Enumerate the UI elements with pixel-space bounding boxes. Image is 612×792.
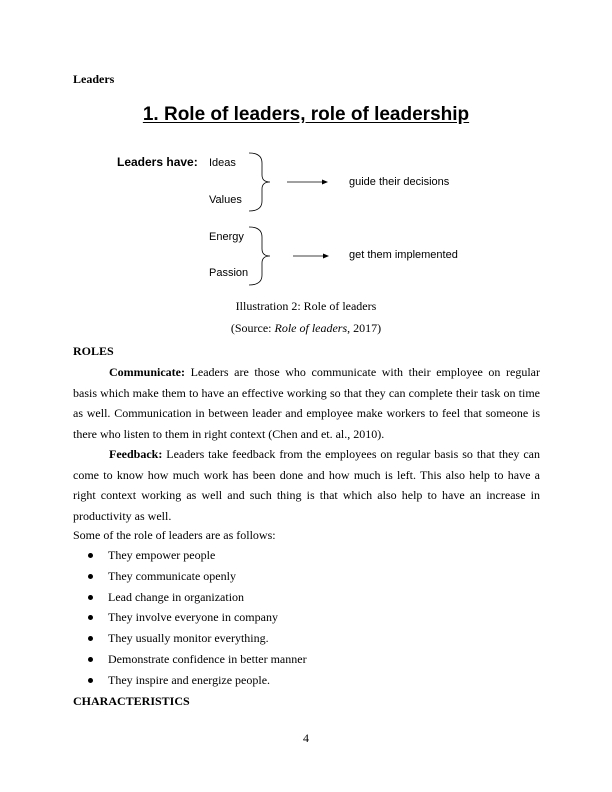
source-title: Role of leaders <box>274 321 348 335</box>
arrowhead-group2 <box>323 254 329 259</box>
bullet-icon <box>88 595 93 600</box>
diagram-result-implemented: get them implemented <box>349 249 458 261</box>
diagram-result-decisions: guide their decisions <box>349 176 450 188</box>
roles-list <box>73 545 307 691</box>
brace-group2 <box>249 227 270 285</box>
diagram-item-ideas: Ideas <box>209 157 236 169</box>
list-item <box>73 545 307 566</box>
list-item <box>73 670 307 691</box>
source-suffix: , 2017) <box>347 321 382 335</box>
page-number: 4 <box>303 731 309 745</box>
bullet-icon <box>88 574 93 579</box>
diagram-item-energy: Energy <box>209 231 244 243</box>
list-item-text: They communicate openly <box>108 568 236 583</box>
paragraph-lead: Communicate: <box>109 365 185 379</box>
bullet-icon <box>88 678 93 683</box>
bullet-icon <box>88 615 93 620</box>
figure-title: 1. Role of leaders, role of leadership <box>142 104 470 125</box>
list-item-text: Lead change in organization <box>108 589 245 604</box>
bullet-icon <box>88 657 93 662</box>
bullet-icon <box>88 636 93 641</box>
brace-group1 <box>249 153 270 211</box>
list-item-text: They usually monitor everything. <box>108 631 269 646</box>
diagram-item-passion: Passion <box>209 267 249 279</box>
list-item <box>73 566 307 587</box>
list-item-text: Demonstrate confidence in better manner <box>108 651 307 666</box>
list-item-text: They inspire and energize people. <box>108 672 271 687</box>
arrowhead-group1 <box>322 180 328 185</box>
diagram-connectors <box>0 0 612 300</box>
diagram-lead-label: Leaders have: <box>117 155 198 169</box>
figure-caption: Illustration 2: Role of leaders <box>235 299 377 313</box>
paragraph-text: Leaders take feedback from the employees on regular basis so that they can come to know how much work has been done and how much is left. This also help to have a right context working as well and such thing is that which also help to have an increase in productivity as well. <box>73 447 540 523</box>
list-item-text: They involve everyone in company <box>108 610 278 625</box>
figure-source <box>0 321 612 336</box>
diagram-item-values: Values <box>209 194 242 206</box>
list-item <box>73 628 307 649</box>
section-heading: Leaders <box>73 72 115 86</box>
paragraph-lead: Feedback: <box>109 447 163 461</box>
roles-intro: Some of the role of leaders are as follows: <box>73 528 276 542</box>
roles-heading: ROLES <box>73 344 114 358</box>
paragraph-feedback <box>73 444 540 526</box>
paragraph-communicate <box>73 362 540 444</box>
list-item <box>73 649 307 670</box>
list-item-text: They empower people <box>108 548 216 562</box>
source-prefix: (Source: <box>230 321 275 335</box>
bullet-icon <box>88 553 93 558</box>
list-item <box>73 607 307 628</box>
paragraph-text: Leaders are those who communicate with their employee on regular basis which make them to have an effective working so that they can complete their task on time as well. Communication in between leader and employee make workers to feel that someone is there who listen to them in right context (Chen and et. al., 2010). <box>73 365 540 441</box>
list-item <box>73 587 307 608</box>
characteristics-heading: CHARACTERISTICS <box>73 694 190 708</box>
